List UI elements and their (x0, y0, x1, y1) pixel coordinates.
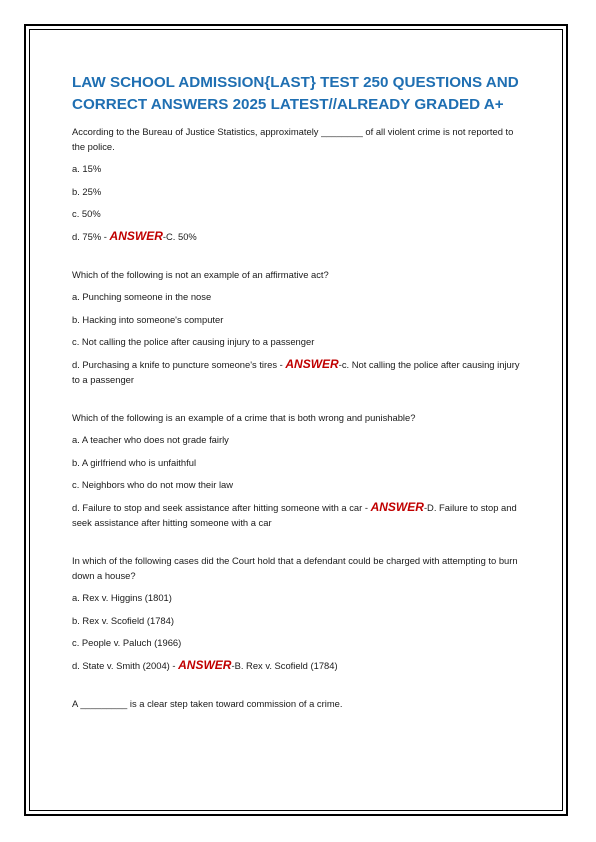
option-d-with-answer (72, 357, 528, 387)
option-d-with-answer (72, 658, 528, 673)
option-d-with-answer (72, 229, 528, 244)
option-b: b. 25% (72, 185, 102, 197)
answer-text: -D. Failure to stop and seek assistance after hitting someone with a car (72, 501, 517, 528)
option-c: c. Not calling the police after causing injury to a passenger (72, 336, 315, 347)
option-a: a. A teacher who does not grade fairly (72, 434, 229, 445)
answer-label: ANSWER (285, 356, 339, 371)
answer-text: -B. Rex v. Scofield (1784) (231, 659, 338, 671)
question-text: Which of the following is an example of a crime that is both wrong and punishable? (72, 412, 416, 423)
document-title: LAW SCHOOL ADMISSION{LAST} TEST 250 QUESTIONS AND CORRECT ANSWERS 2025 LATEST//ALREADY GRADED A+ (72, 74, 519, 113)
question-block (72, 696, 528, 711)
option-d: d. State v. Smith (2004) - (72, 659, 179, 671)
question-block (72, 267, 528, 387)
option-c: c. People v. Paluch (1966) (72, 637, 182, 648)
question-block (72, 410, 528, 530)
answer-text: -c. Not calling the police after causing injury to a passenger (72, 358, 520, 385)
option-d: d. Failure to stop and seek assistance after hitting someone with a car - (72, 501, 371, 513)
option-b: b. Hacking into someone's computer (72, 313, 224, 325)
answer-label: ANSWER (178, 657, 232, 672)
answer-text: -C. 50% (162, 230, 197, 242)
question-text: Which of the following is not an example of an affirmative act? (72, 269, 329, 280)
question-block (72, 553, 528, 673)
option-b: b. Rex v. Scofield (1784) (72, 614, 174, 626)
question-text: In which of the following cases did the Court hold that a defendant could be charged with attempting to burn down a house? (72, 555, 518, 581)
question-text: According to the Bureau of Justice Statistics, approximately ________ of all violent crime is not reported to the police. (72, 126, 514, 152)
option-a: a. Rex v. Higgins (1801) (72, 592, 172, 603)
question-block (72, 124, 528, 244)
option-d-with-answer (72, 500, 528, 530)
option-c: c. Neighbors who do not mow their law (72, 479, 234, 490)
option-d: d. Purchasing a knife to puncture someone's tires - (72, 358, 286, 370)
document-body (72, 72, 528, 718)
option-b: b. A girlfriend who is unfaithful (72, 456, 197, 468)
answer-label: ANSWER (370, 499, 424, 514)
option-c: c. 50% (72, 208, 101, 219)
answer-label: ANSWER (109, 228, 163, 243)
option-a: a. 15% (72, 163, 102, 174)
question-text: A _________ is a clear step taken toward commission of a crime. (72, 698, 343, 709)
option-d: d. 75% - (72, 230, 110, 242)
option-a: a. Punching someone in the nose (72, 291, 212, 302)
